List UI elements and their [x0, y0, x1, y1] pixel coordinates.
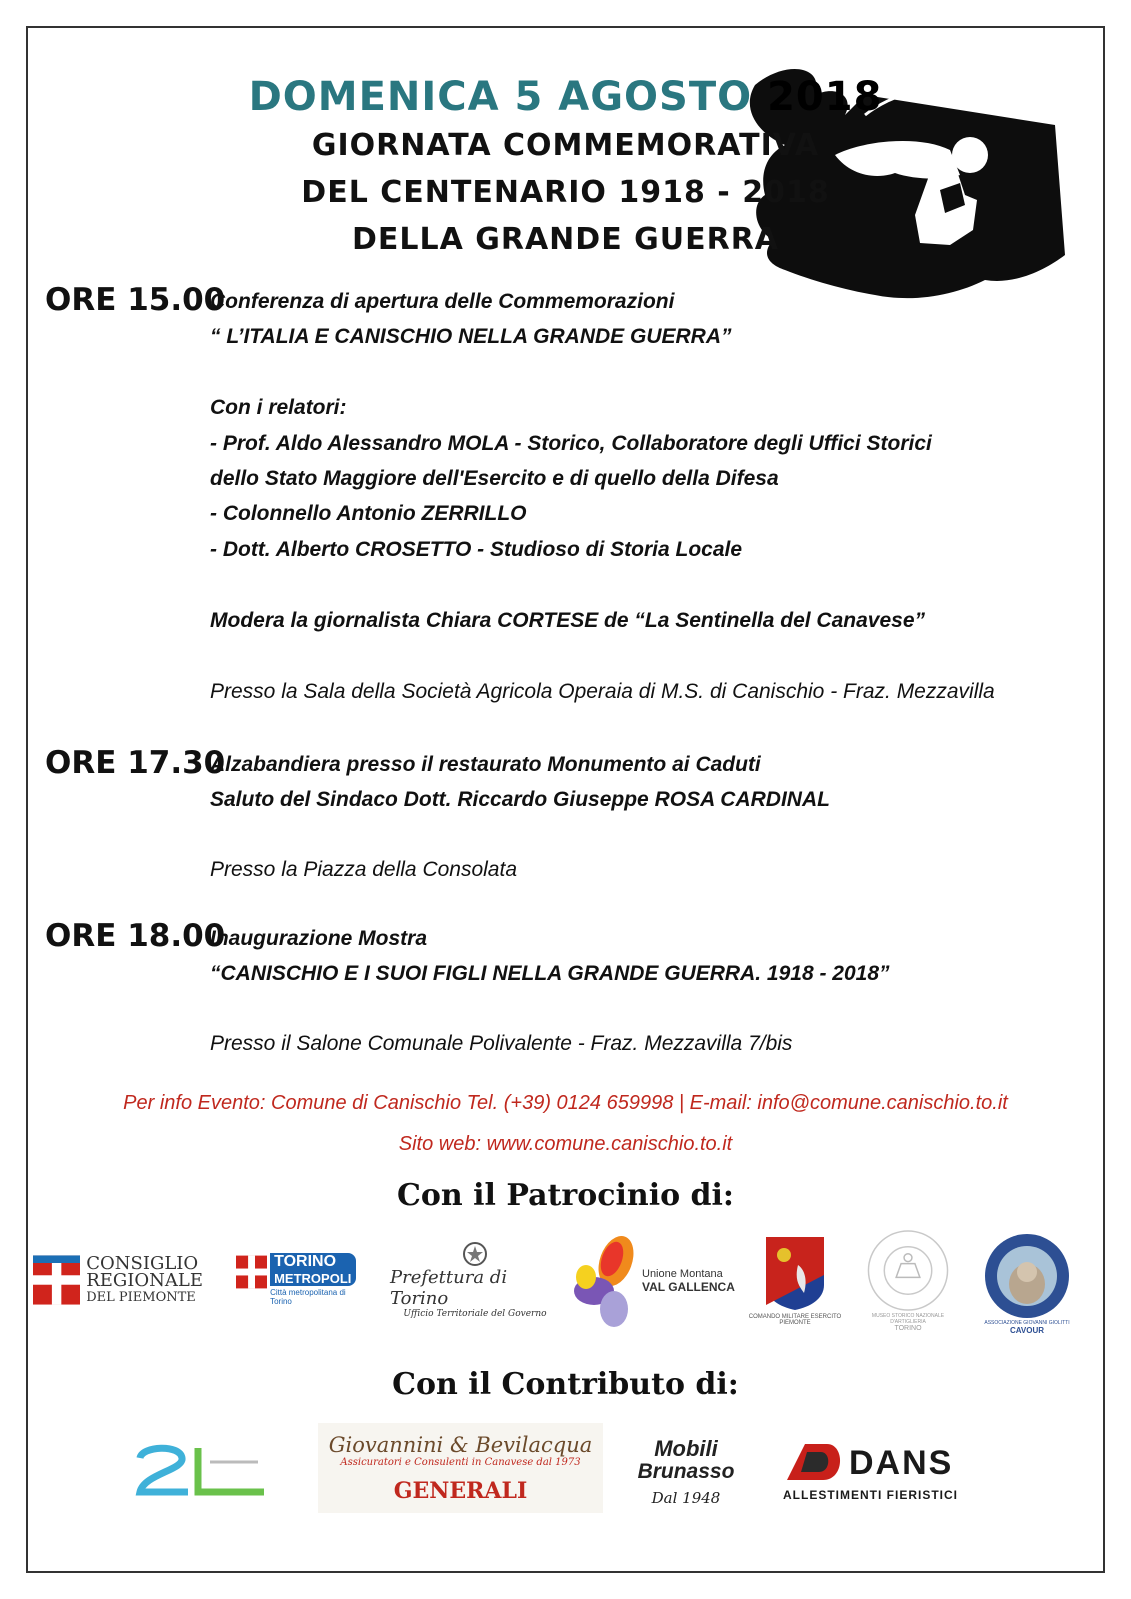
dans-d-icon — [783, 1440, 847, 1486]
dans-line2: ALLESTIMENTI FIERISTICI — [783, 1488, 958, 1502]
event-time-3: ORE 18.00 — [45, 918, 226, 954]
giolitti-seal-icon — [981, 1232, 1073, 1320]
event-1-speakers-intro: Con i relatori: — [210, 396, 347, 419]
event-1-moderator: Modera la giornalista Chiara CORTESE de “La Sentinella del Canavese” — [210, 609, 926, 632]
logo-2lnet — [132, 1440, 267, 1496]
logo-torino-metropoli — [236, 1253, 356, 1306]
event-1-speaker-2: - Colonnello Antonio ZERRILLO — [210, 502, 527, 525]
logo-mobili-brunasso — [628, 1432, 744, 1512]
event-1-speaker-1b: dello Stato Maggiore dell'Esercito e di quello della Difesa — [210, 467, 779, 490]
museum-seal-icon — [865, 1228, 951, 1313]
event-2-title: Alzabandiera presso il restaurato Monumento ai Caduti — [210, 753, 761, 776]
generali-text: GENERALI — [393, 1477, 528, 1504]
headline-line4: DELLA GRANDE GUERRA — [351, 222, 780, 257]
event-3-subtitle: “CANISCHIO E I SUOI FIGLI NELLA GRANDE GUERRA. 1918 - 2018” — [210, 962, 890, 985]
torino-line2: METROPOLI — [270, 1271, 356, 1286]
event-time-1: ORE 15.00 — [45, 282, 226, 318]
dans-line1: DANS — [849, 1443, 954, 1482]
headline-line3: DEL CENTENARIO 1918 - 2018 — [301, 175, 830, 210]
consiglio-line1: CONSIGLIO — [86, 1252, 199, 1274]
event-1-location: Presso la Sala della Società Agricola Operaia di M.S. di Canischio - Fraz. Mezzavilla — [210, 680, 995, 703]
butterfly-icon — [572, 1233, 642, 1329]
headline-date-main: DOMENICA 5 AGOSTO — [248, 74, 753, 120]
military-shield-icon — [764, 1235, 826, 1311]
consiglio-line2: REGIONALE — [86, 1269, 203, 1291]
event-1-speaker-1a: - Prof. Aldo Alessandro MOLA - Storico, Collaboratore degli Uffici Storici — [210, 432, 932, 455]
associazione-line1: ASSOCIAZIONE GIOVANNI GIOLITTI — [984, 1319, 1070, 1326]
event-1-speaker-3: - Dott. Alberto CROSETTO - Studioso di Storia Locale — [210, 538, 743, 561]
logo-dans — [783, 1436, 978, 1506]
contributo-heading: Con il Contributo di: — [392, 1367, 739, 1402]
torino-shield-icon — [236, 1253, 267, 1291]
mobili-line2: Brunasso — [637, 1460, 735, 1483]
prefettura-line2: Ufficio Territoriale del Governo — [403, 1309, 547, 1319]
unione-line1: Unione Montana — [642, 1268, 723, 1280]
piemonte-shield-icon — [33, 1254, 80, 1306]
2lnet-logo-icon — [132, 1440, 267, 1496]
unione-line2: VAL GALLENCA — [642, 1280, 735, 1294]
headline-year: 2018 — [767, 74, 883, 120]
mobili-line3: Dal 1948 — [651, 1489, 721, 1507]
giovannini-line1: Giovannini & Bevilacqua — [328, 1432, 593, 1457]
event-2-location: Presso la Piazza della Consolata — [210, 858, 518, 881]
event-time-2: ORE 17.30 — [45, 745, 226, 781]
contact-info: Per info Evento: Comune di Canischio Tel. (+39) 0124 659998 | E-mail: info@comune.canischio.to.it — [123, 1092, 1008, 1114]
event-1-subtitle: “ L’ITALIA E CANISCHIO NELLA GRANDE GUERRA” — [210, 325, 732, 348]
museo-line1: MUSEO STORICO NAZIONALE D'ARTIGLIERIA — [871, 1313, 945, 1325]
event-3-title: Inaugurazione Mostra — [210, 927, 428, 950]
headline-date — [0, 74, 1131, 120]
torino-line1: TORINO — [270, 1253, 356, 1271]
comando-text: COMANDO MILITARE ESERCITO PIEMONTE — [748, 1313, 842, 1326]
giovannini-line2: Assicuratori e Consulenti in Canavese dal 1973 — [340, 1456, 581, 1468]
logo-museo-artiglieria — [860, 1228, 956, 1332]
logo-giovannini-bevilacqua — [318, 1423, 603, 1513]
torino-line3: Città metropolitana di Torino — [270, 1288, 346, 1306]
patrocinio-heading: Con il Patrocinio di: — [396, 1178, 735, 1213]
associazione-line2: CAVOUR — [1009, 1325, 1045, 1335]
logo-associazione-giolitti — [977, 1228, 1077, 1338]
event-1-title: Conferenza di apertura delle Commemorazioni — [210, 290, 675, 313]
event-3-location: Presso il Salone Comunale Polivalente - Fraz. Mezzavilla 7/bis — [210, 1032, 793, 1055]
museo-line2: TORINO — [894, 1325, 922, 1332]
logo-unione-montana — [572, 1233, 737, 1329]
logo-prefettura — [390, 1240, 560, 1320]
prefettura-line1: Prefettura di Torino — [390, 1267, 508, 1309]
logo-consiglio-regionale — [33, 1252, 203, 1308]
logo-comando-militare — [745, 1230, 845, 1330]
contact-web: Sito web: www.comune.canischio.to.it — [398, 1133, 733, 1155]
event-2-subtitle: Saluto del Sindaco Dott. Riccardo Giuseppe ROSA CARDINAL — [210, 788, 830, 811]
consiglio-line3: DEL PIEMONTE — [86, 1289, 196, 1305]
emblem-icon — [462, 1241, 488, 1267]
mobili-line1: Mobili — [654, 1436, 718, 1461]
headline-line2: GIORNATA COMMEMORATIVA — [311, 128, 820, 163]
